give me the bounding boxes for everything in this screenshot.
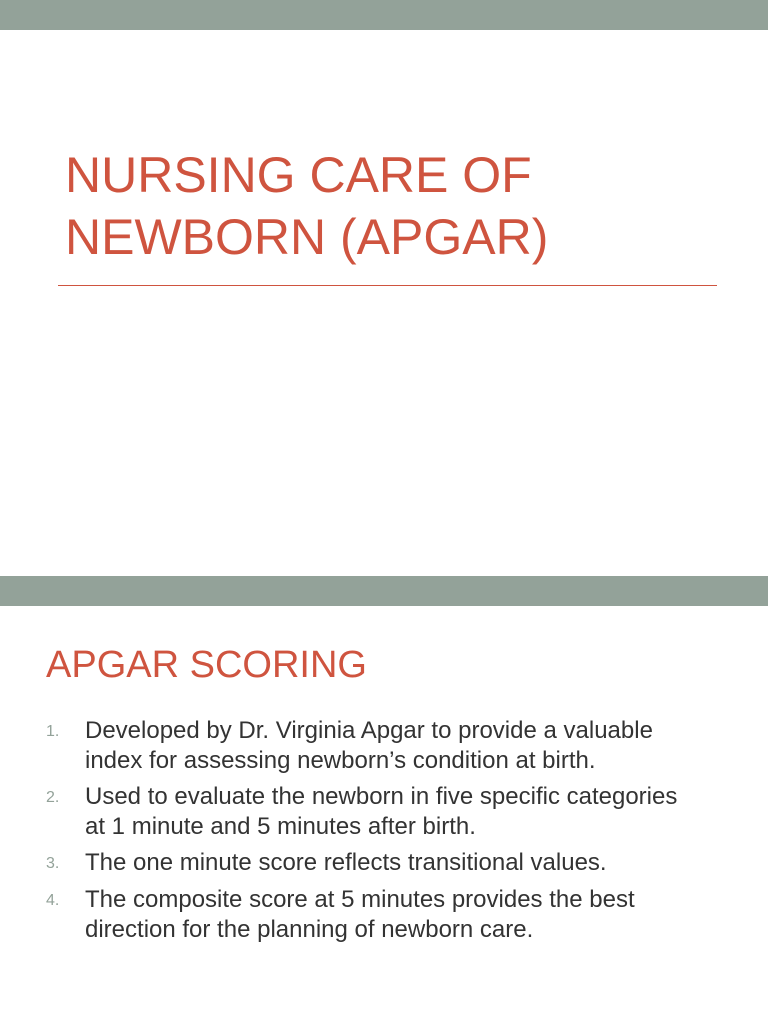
list-item-number: 3. (46, 855, 60, 872)
slide-heading: APGAR SCORING (46, 644, 367, 686)
list-item-number: 2. (46, 789, 60, 806)
numbered-list (46, 716, 736, 951)
slide-title-line: NEWBORN (APGAR) (65, 209, 549, 265)
list-item-line: direction for the planning of newborn care. (85, 916, 534, 943)
slide-top-bar (0, 0, 768, 30)
list-item-line: The composite score at 5 minutes provides the best (85, 886, 635, 913)
list-item-line: Used to evaluate the newborn in five specific categories (85, 783, 678, 810)
list-item (46, 782, 736, 842)
slide-title-line: NURSING CARE OF (65, 147, 532, 203)
list-item (46, 716, 736, 776)
title-underline (58, 285, 717, 286)
list-item-text (85, 782, 736, 842)
slide-title (65, 144, 715, 268)
list-item-line: Developed by Dr. Virginia Apgar to provide a valuable (85, 717, 653, 744)
list-item-number: 1. (46, 723, 60, 740)
list-item (46, 848, 736, 879)
list-item-text (85, 885, 736, 945)
list-item-line: The one minute score reflects transitional values. (85, 849, 607, 876)
list-item-line: at 1 minute and 5 minutes after birth. (85, 813, 476, 840)
list-item-text (85, 848, 736, 878)
list-item-text (85, 716, 736, 776)
list-item-number: 4. (46, 892, 60, 909)
list-item (46, 885, 736, 945)
slide-top-bar (0, 576, 768, 606)
list-item-line: index for assessing newborn’s condition at birth. (85, 747, 596, 774)
